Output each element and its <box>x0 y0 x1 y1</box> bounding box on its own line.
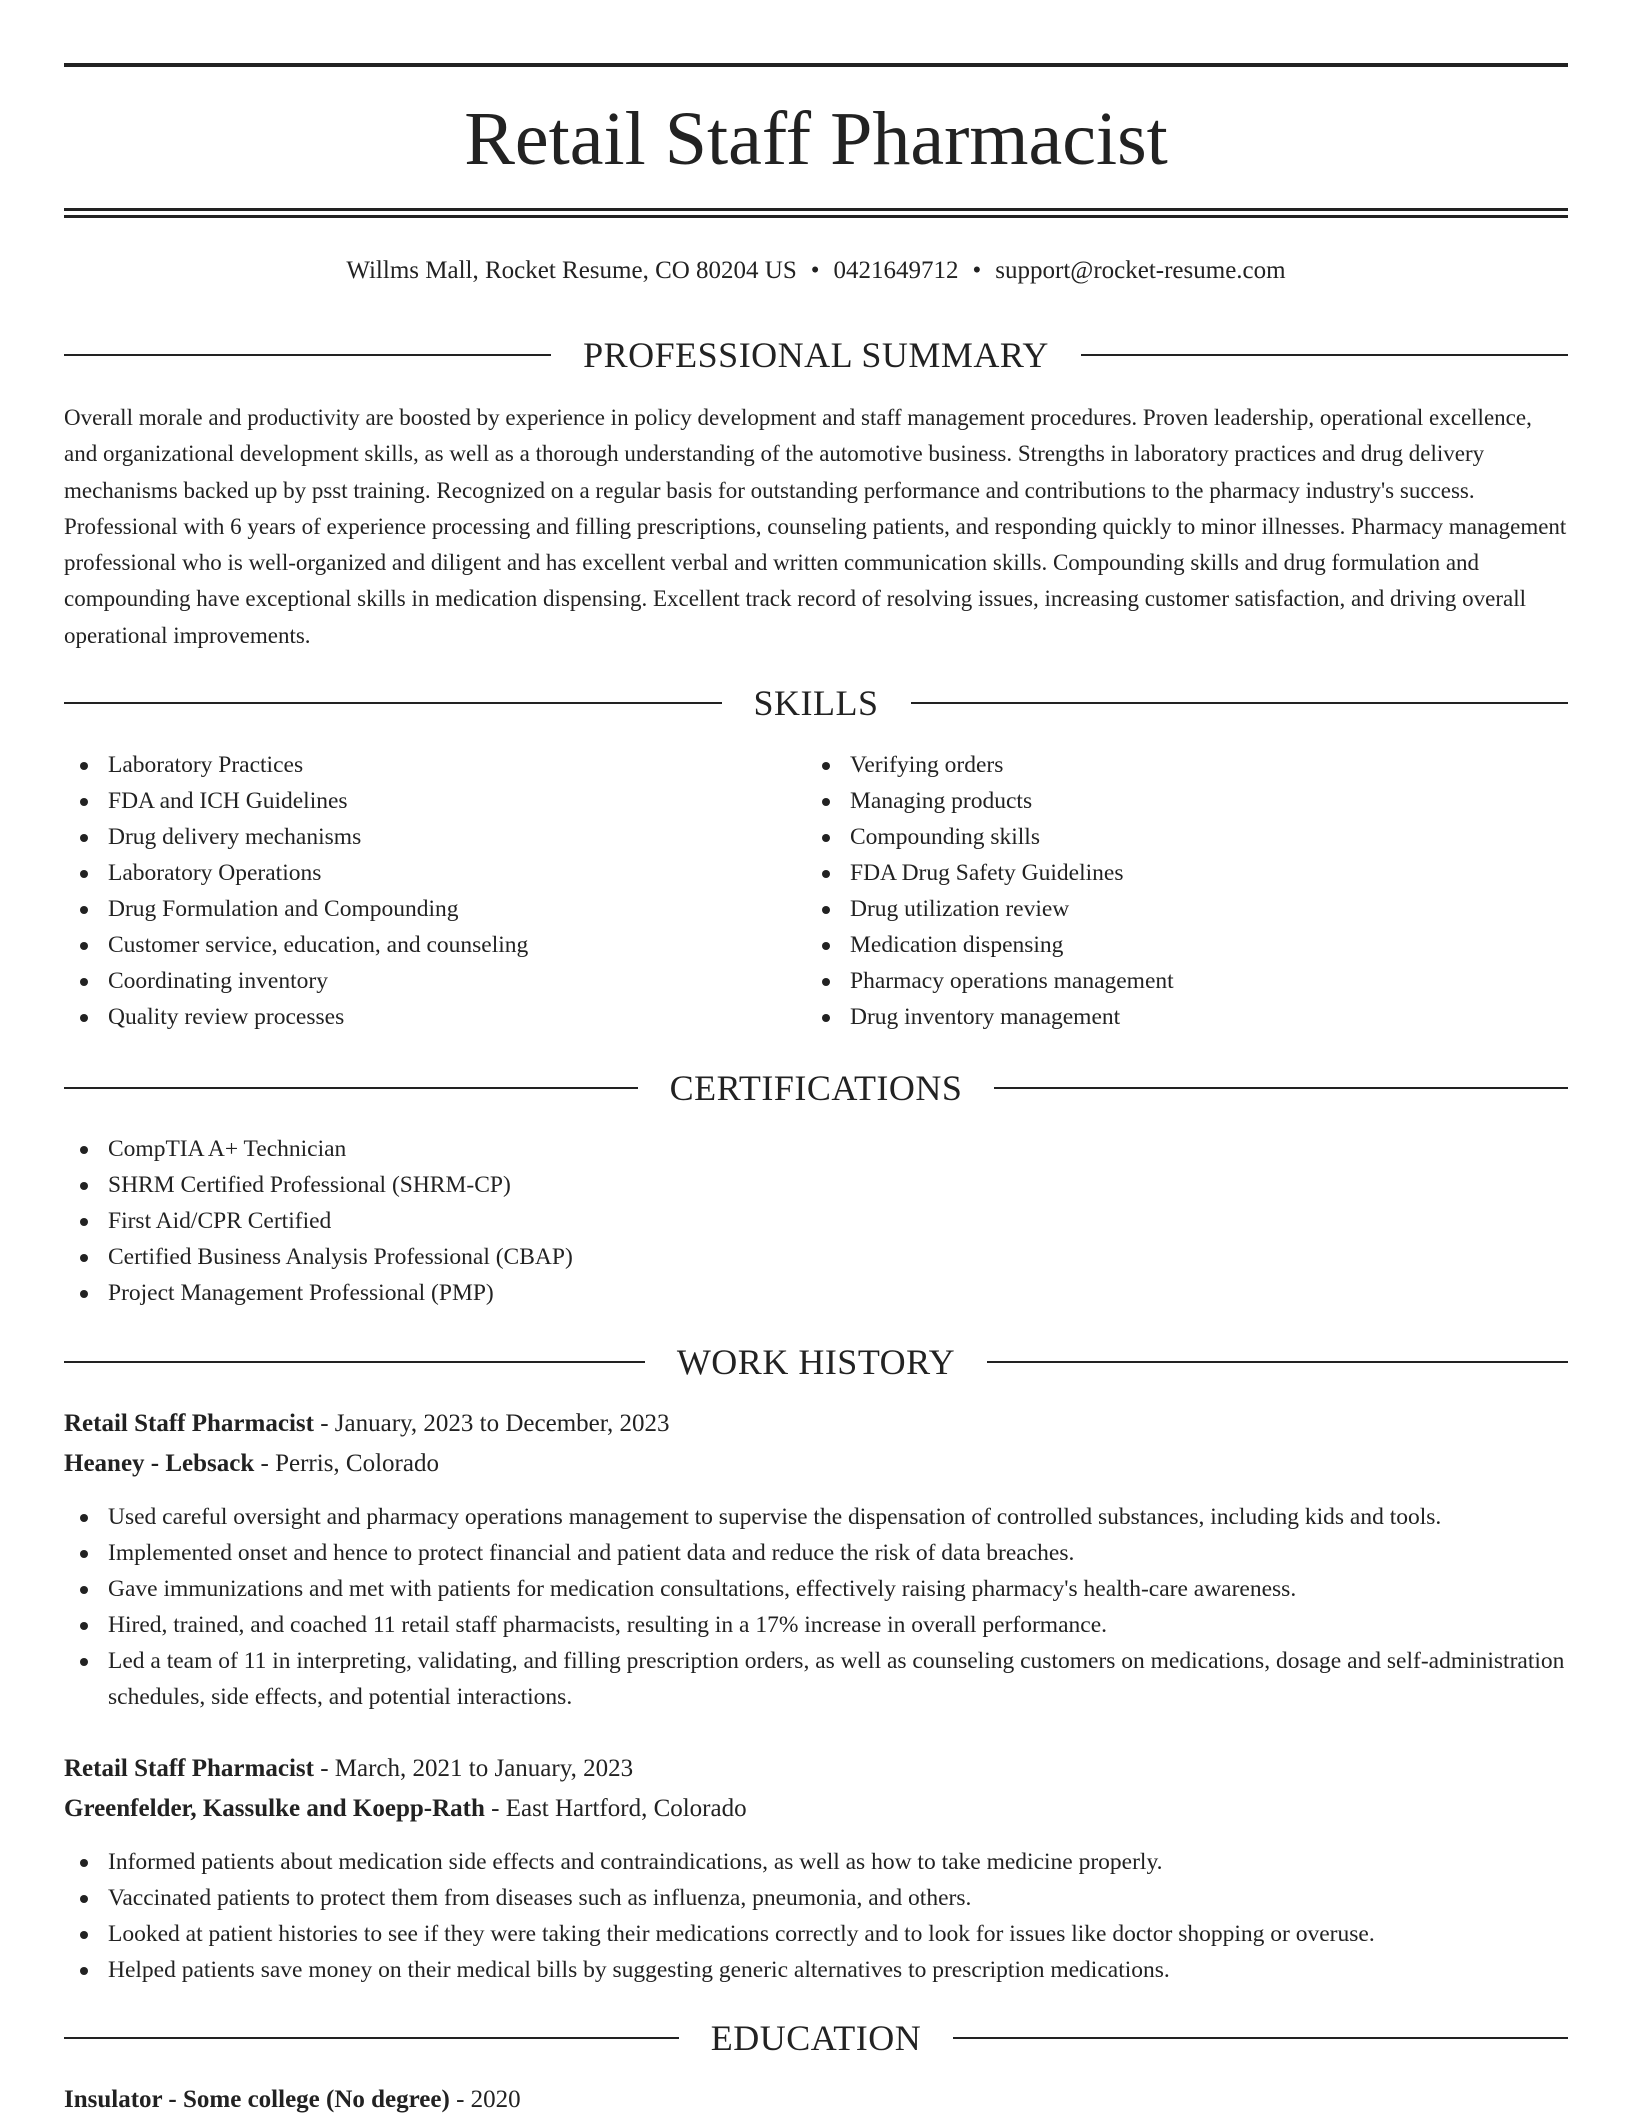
section-rule <box>64 702 722 704</box>
job-bullet: Used careful oversight and pharmacy operations management to supervise the dispensation of controlled substances, including kids and tools. <box>64 1499 1568 1535</box>
section-rule <box>1081 354 1568 356</box>
job-dates: - January, 2023 to December, 2023 <box>313 1410 670 1437</box>
job-company: Heaney - Lebsack <box>64 1450 255 1477</box>
certification-item: Certified Business Analysis Professional (CBAP) <box>64 1239 1568 1275</box>
skill-item: Managing products <box>806 783 1566 819</box>
job-bullet: Hired, trained, and coached 11 retail staff pharmacists, resulting in a 17% increase in overall performance. <box>64 1607 1568 1643</box>
job-bullet: Vaccinated patients to protect them from diseases such as influenza, pneumonia, and others. <box>64 1880 1568 1916</box>
section-title: CERTIFICATIONS <box>669 1068 963 1108</box>
job-bullets <box>64 1844 1568 1988</box>
header-rule-lower <box>64 215 1568 218</box>
header-rule-upper <box>64 208 1568 211</box>
job-bullet: Led a team of 11 in interpreting, validating, and filling prescription orders, as well as counseling customers on medications, dosage and self-administration schedules, side effects, and potential interactions. <box>64 1643 1568 1715</box>
section-rule <box>911 702 1569 704</box>
summary-text: Overall morale and productivity are boosted by experience in policy development and staff management procedures. Proven leadership, operational excellence, and organizational development skills, as well as a thorough understanding of the automotive business. Strengths in laboratory practices and drug delivery mechanisms backed up by psst training. Recognized on a regular basis for outstanding performance and contributions to the pharmacy industry's success. Professional with 6 years of experience processing and filling prescriptions, counseling patients, and responding quickly to minor illnesses. Pharmacy management professional who is well-organized and diligent and has excellent verbal and written communication skills. Compounding skills and drug formulation and compounding have exceptional skills in medication dispensing. Excellent track record of resolving issues, increasing customer satisfaction, and driving overall operational improvements. <box>64 405 1567 648</box>
job-company: Greenfelder, Kassulke and Koepp-Rath <box>64 1795 485 1822</box>
job-role: Retail Staff Pharmacist <box>64 1755 314 1782</box>
skills-list-right <box>806 747 1566 1035</box>
section-header-certifications <box>64 1066 1568 1110</box>
section-rule <box>994 1087 1568 1089</box>
skill-item: Pharmacy operations management <box>806 963 1566 999</box>
job-location: - Perris, Colorado <box>254 1450 439 1477</box>
contact-separator: • <box>810 257 820 284</box>
contact-separator: • <box>972 257 982 284</box>
job-bullets <box>64 1499 1568 1715</box>
job-title-line <box>64 1406 670 1442</box>
header-top-rule <box>64 63 1568 67</box>
contact-line <box>64 254 1568 288</box>
section-header-summary <box>64 333 1568 377</box>
skill-item: Drug utilization review <box>806 891 1566 927</box>
skill-item: Quality review processes <box>64 999 804 1035</box>
education-degree: Insulator - Some college (No degree) <box>64 2086 450 2113</box>
job-dates: - March, 2021 to January, 2023 <box>313 1755 634 1782</box>
skill-item: FDA and ICH Guidelines <box>64 783 804 819</box>
section-title: SKILLS <box>753 683 879 723</box>
skill-item: Customer service, education, and counseling <box>64 927 804 963</box>
certifications-list <box>64 1131 1568 1311</box>
contact-email[interactable]: support@rocket-resume.com <box>995 257 1286 284</box>
skill-item: Verifying orders <box>806 747 1566 783</box>
job-bullet: Gave immunizations and met with patients for medication consultations, effectively raising pharmacy's health-care awareness. <box>64 1571 1568 1607</box>
job-role: Retail Staff Pharmacist <box>64 1410 314 1437</box>
job-bullet: Helped patients save money on their medical bills by suggesting generic alternatives to prescription medications. <box>64 1952 1568 1988</box>
job-location: - East Hartford, Colorado <box>484 1795 747 1822</box>
certification-item: Project Management Professional (PMP) <box>64 1275 1568 1311</box>
job-bullet: Looked at patient histories to see if they were taking their medications correctly and to look for issues like doctor shopping or overuse. <box>64 1916 1568 1952</box>
education-year: - 2020 <box>449 2086 521 2113</box>
skills-list-left <box>64 747 804 1035</box>
section-rule <box>64 354 551 356</box>
skill-item: Compounding skills <box>806 819 1566 855</box>
resume-title: Retail Staff Pharmacist <box>464 97 1168 181</box>
certification-item: First Aid/CPR Certified <box>64 1203 1568 1239</box>
skill-item: Coordinating inventory <box>64 963 804 999</box>
section-header-work-history <box>64 1340 1568 1384</box>
section-title: PROFESSIONAL SUMMARY <box>583 335 1049 375</box>
contact-phone: 0421649712 <box>833 257 959 284</box>
section-rule <box>987 1361 1568 1363</box>
skill-item: Medication dispensing <box>806 927 1566 963</box>
job-company-line <box>64 1446 439 1482</box>
section-rule <box>64 1087 638 1089</box>
education-entry <box>64 2082 521 2118</box>
skill-item: Drug delivery mechanisms <box>64 819 804 855</box>
skill-item: Laboratory Practices <box>64 747 804 783</box>
skill-item: FDA Drug Safety Guidelines <box>806 855 1566 891</box>
certification-item: CompTIA A+ Technician <box>64 1131 1568 1167</box>
job-company-line <box>64 1791 747 1827</box>
job-bullet: Informed patients about medication side effects and contraindications, as well as how to take medicine properly. <box>64 1844 1568 1880</box>
section-header-skills <box>64 681 1568 725</box>
section-header-education <box>64 2016 1568 2060</box>
section-rule <box>64 2037 679 2039</box>
contact-address: Willms Mall, Rocket Resume, CO 80204 US <box>346 257 797 284</box>
section-title: WORK HISTORY <box>676 1342 956 1382</box>
section-rule <box>953 2037 1568 2039</box>
section-title: EDUCATION <box>710 2018 922 2058</box>
certification-item: SHRM Certified Professional (SHRM-CP) <box>64 1167 1568 1203</box>
skill-item: Drug Formulation and Compounding <box>64 891 804 927</box>
job-title-line <box>64 1751 633 1787</box>
job-bullet: Implemented onset and hence to protect financial and patient data and reduce the risk of data breaches. <box>64 1535 1568 1571</box>
skill-item: Laboratory Operations <box>64 855 804 891</box>
section-rule <box>64 1361 645 1363</box>
skill-item: Drug inventory management <box>806 999 1566 1035</box>
